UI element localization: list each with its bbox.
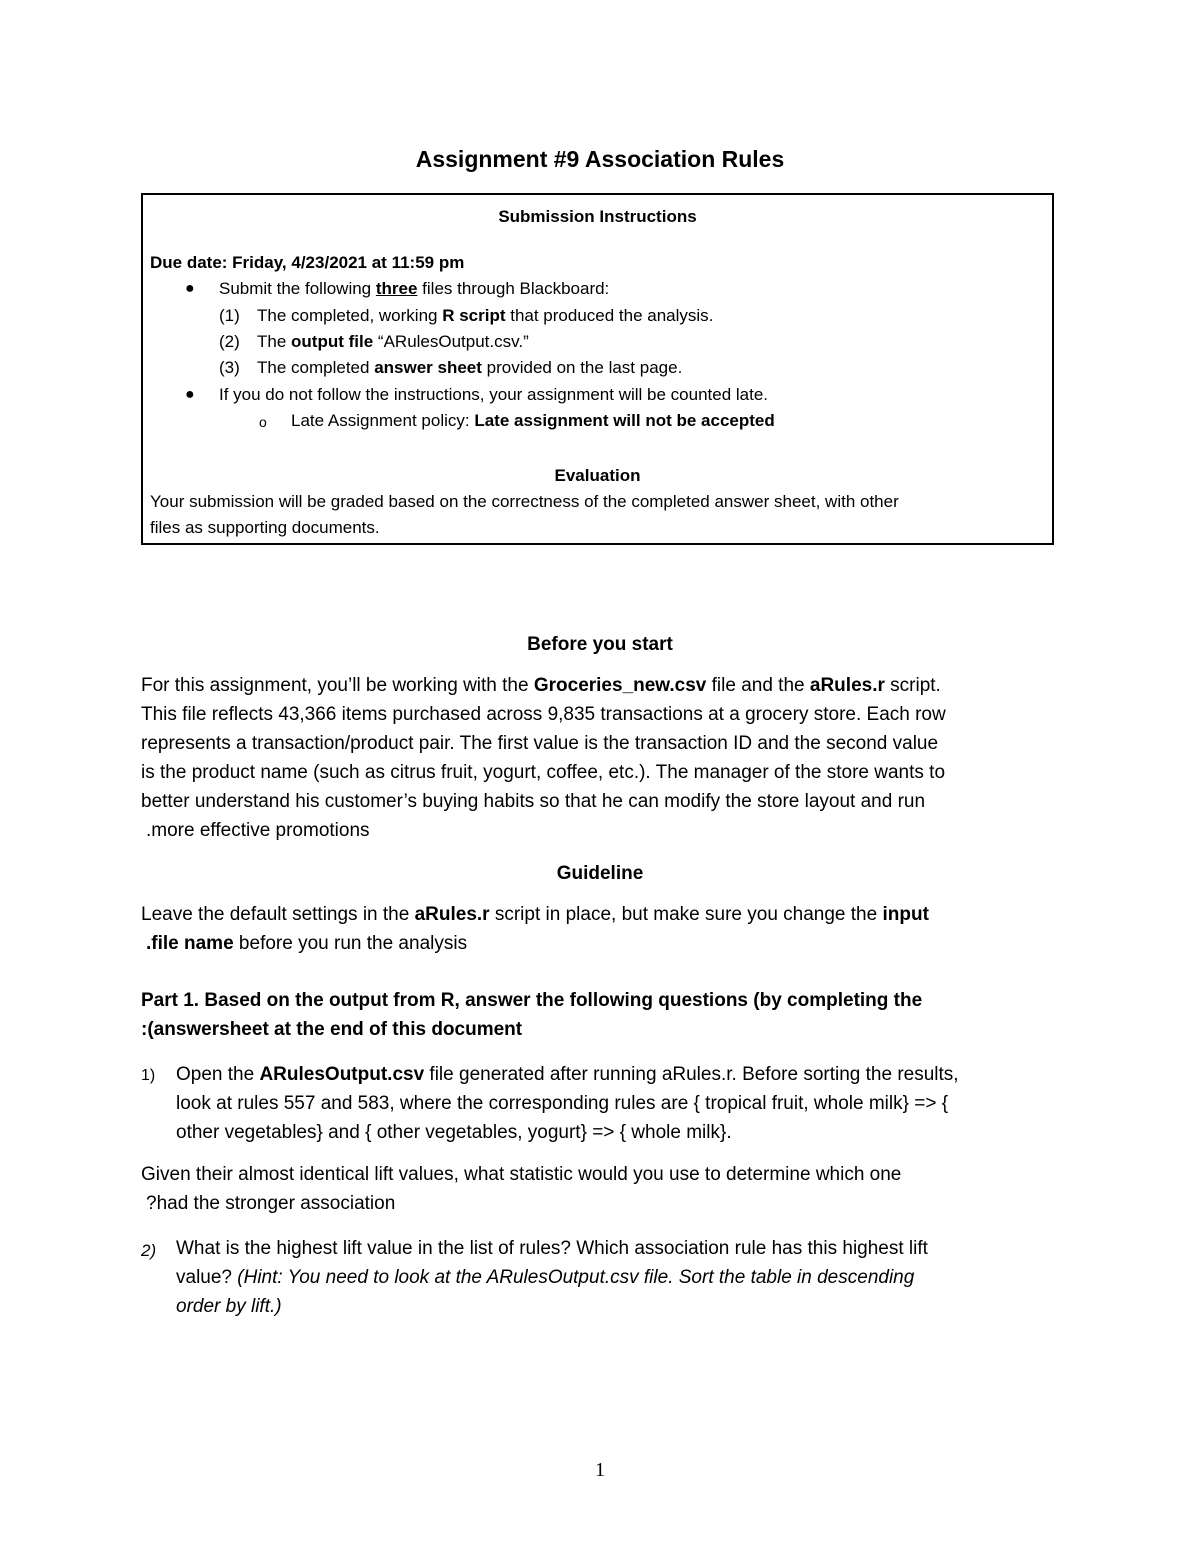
file-item-3: (3) The completed answer sheet provided on the last page. bbox=[219, 358, 683, 377]
question-2-line: order by lift.) bbox=[176, 1296, 282, 1317]
intro-line: This file reflects 43,366 items purchased across 9,835 transactions at a grocery store. Each row bbox=[141, 704, 946, 725]
question-2-line: What is the highest lift value in the list of rules? Which association rule has this highest lift bbox=[176, 1238, 928, 1259]
question-1-followup: Given their almost identical lift values, what statistic would you use to determine which one bbox=[141, 1164, 902, 1185]
question-1-number: 1) bbox=[141, 1067, 156, 1084]
evaluation-text-line: files as supporting documents. bbox=[150, 518, 380, 537]
intro-line: represents a transaction/product pair. The first value is the transaction ID and the second value bbox=[141, 733, 939, 754]
intro-line: is the product name (such as citrus fruit, yogurt, coffee, etc.). The manager of the store wants to bbox=[141, 762, 946, 783]
late-policy: Late Assignment policy: Late assignment will not be accepted bbox=[291, 411, 775, 430]
page-number: 1 bbox=[595, 1459, 605, 1481]
question-1-followup: ?had the stronger association bbox=[146, 1193, 396, 1214]
bullet-submit-files: Submit the following three files through Blackboard: bbox=[219, 279, 610, 298]
part1-heading: :(answersheet at the end of this document bbox=[141, 1019, 523, 1040]
question-2-line: value? (Hint: You need to look at the ARulesOutput.csv file. Sort the table in descending bbox=[176, 1267, 915, 1288]
question-2-number: 2) bbox=[141, 1241, 157, 1260]
before-you-start-heading: Before you start bbox=[527, 634, 673, 655]
bullet-icon: ● bbox=[185, 386, 195, 403]
guideline-line: Leave the default settings in the aRules.r script in place, but make sure you change the input bbox=[141, 904, 929, 925]
question-1-line: Open the ARulesOutput.csv file generated after running aRules.r. Before sorting the results, bbox=[176, 1064, 959, 1085]
due-date: Due date: Friday, 4/23/2021 at 11:59 pm bbox=[150, 253, 465, 272]
sub-bullet-icon: o bbox=[259, 414, 267, 430]
page-title: Assignment #9 Association Rules bbox=[415, 146, 785, 172]
bullet-late-warning: If you do not follow the instructions, your assignment will be counted late. bbox=[219, 385, 769, 404]
submission-heading: Submission Instructions bbox=[498, 207, 697, 226]
submission-instructions-box bbox=[141, 193, 1054, 545]
evaluation-heading: Evaluation bbox=[554, 466, 641, 485]
file-item-2: (2) The output file “ARulesOutput.csv.” bbox=[219, 332, 529, 351]
intro-line: For this assignment, you’ll be working with the Groceries_new.csv file and the aRules.r script. bbox=[141, 675, 941, 696]
intro-line: .more effective promotions bbox=[146, 820, 370, 841]
question-1-line: other vegetables} and { other vegetables, yogurt} => { whole milk}. bbox=[176, 1122, 732, 1143]
file-item-1: (1) The completed, working R script that produced the analysis. bbox=[219, 306, 714, 325]
guideline-heading: Guideline bbox=[556, 863, 644, 884]
intro-line: better understand his customer’s buying habits so that he can modify the store layout and run bbox=[141, 791, 926, 812]
question-1-line: look at rules 557 and 583, where the corresponding rules are { tropical fruit, whole milk} => { bbox=[176, 1093, 949, 1114]
guideline-line: .file name before you run the analysis bbox=[146, 933, 468, 954]
part1-heading: Part 1. Based on the output from R, answer the following questions (by completing the bbox=[141, 990, 923, 1011]
evaluation-text-line: Your submission will be graded based on the correctness of the completed answer sheet, with other bbox=[150, 492, 899, 511]
bullet-icon: ● bbox=[185, 280, 195, 297]
